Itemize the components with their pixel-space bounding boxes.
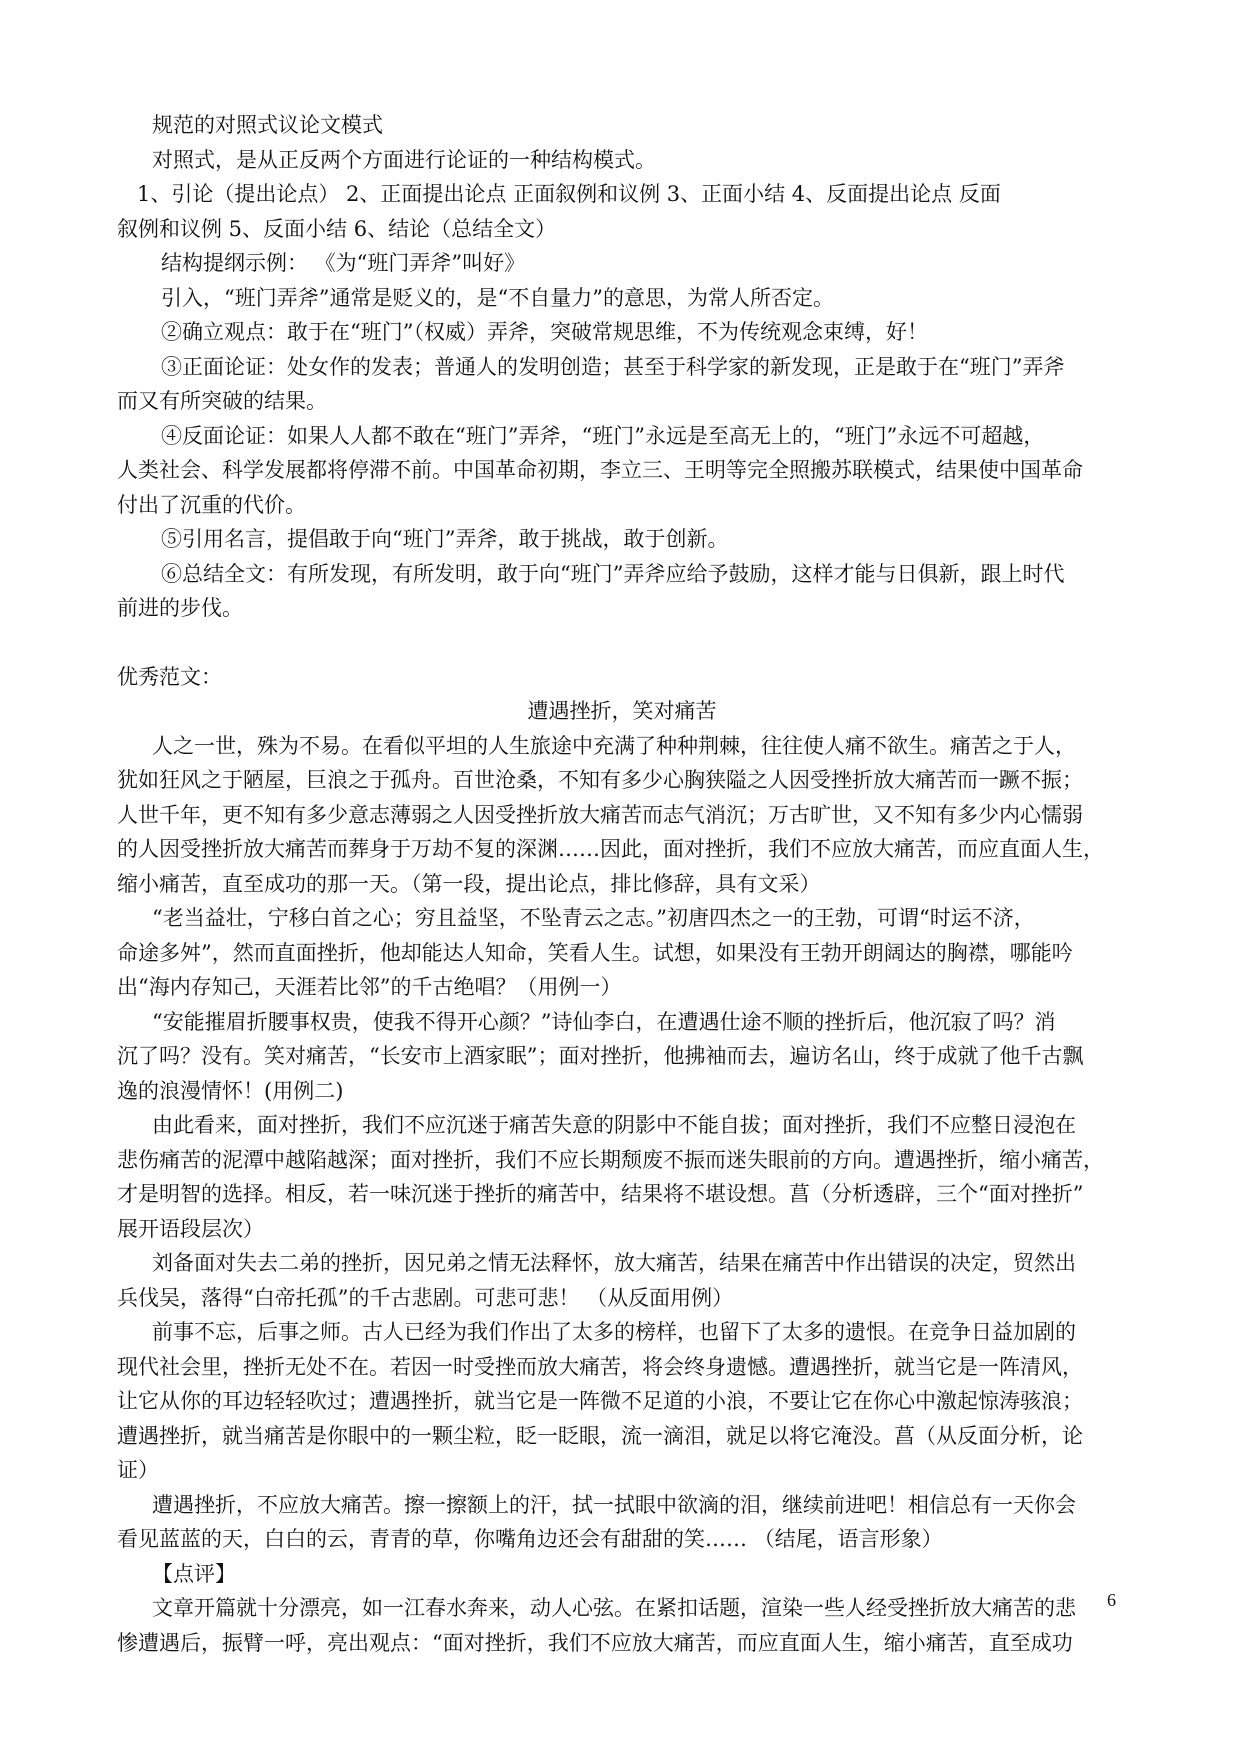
essay-line: 悲伤痛苦的泥潭中越陷越深；面对挫折，我们不应长期颓废不振而迷失眼前的方向。遭遇挫折，缩小痛苦， — [117, 1147, 1104, 1172]
essay-paragraph — [117, 1246, 1127, 1315]
essay-paragraph — [117, 1315, 1127, 1488]
essay-line: 遭遇挫折，就当痛苦是你眼中的一颗尘粒，眨一眨眼，流一滴泪，就足以将它淹没。菖（从反面分析，论 — [117, 1423, 1083, 1448]
essay-paragraph — [117, 1488, 1127, 1557]
essay-line: 犹如狂风之于陋屋，巨浪之于孤舟。百世沧桑，不知有多少心胸狭隘之人因受挫折放大痛苦而一蹶不振； — [117, 768, 1083, 792]
outline-steps-line: 叙例和议例 5、反面小结 6、结论（总结全文） — [117, 216, 557, 241]
outline-point: 前进的步伐。 — [117, 596, 243, 620]
outline-point: ④反面论证：如果人人都不敢在“班门”弄斧，“班门”永远是至高无上的，“班门”永远不可超越， — [161, 423, 1045, 448]
essay-line: 让它从你的耳边轻轻吹过；遭遇挫折，就当它是一阵微不足道的小浪，不要让它在你心中激起惊涛骇浪； — [117, 1389, 1083, 1413]
essay-label: 优秀范文： — [117, 664, 222, 689]
outline-point: ③正面论证：处女作的发表；普通人的发明创造；甚至于科学家的新发现，正是敢于在“班门”弄斧 — [161, 354, 1065, 379]
essay-paragraph — [117, 729, 1127, 902]
essay-line: 出“海内存知己，天涯若比邻”的千古绝唱？（用例一） — [117, 975, 622, 999]
essay-paragraph — [117, 1005, 1127, 1109]
essay-line: 沉了吗？没有。笑对痛苦，“长安市上酒家眠”；面对挫折，他拂袖而去，遍访名山，终于成就了他千古飘 — [117, 1044, 1084, 1068]
essay-line: 命途多舛”，然而直面挫折，他却能达人知命，笑看人生。试想，如果没有王勃开朗阔达的胸襟，哪能吟 — [117, 940, 1073, 965]
comment-paragraph — [117, 1591, 1127, 1660]
essay-line: 现代社会里，挫折无处不在。若因一时受挫而放大痛苦，将会终身遗憾。遭遇挫折，就当它是一阵清风， — [117, 1354, 1083, 1379]
essay-line: 前事不忘，后事之师。古人已经为我们作出了太多的榜样，也留下了太多的遗恨。在竞争日益加剧的 — [152, 1320, 1076, 1344]
outline-point: 付出了沉重的代价。 — [117, 492, 306, 517]
essay-line: 缩小痛苦，直至成功的那一天。（第一段，提出论点，排比修辞，具有文采） — [117, 871, 821, 896]
essay-line: 看见蓝蓝的天，白白的云，青青的草，你嘴角边还会有甜甜的笑…… （结尾，语言形象） — [117, 1527, 943, 1551]
essay-title: 遭遇挫折，笑对痛苦 — [527, 699, 717, 723]
essay-line: 逸的浪漫情怀！(用例二) — [117, 1078, 344, 1103]
essay-line: 的人因受挫折放大痛苦而葬身于万劫不复的深渊……因此，面对挫折，我们不应放大痛苦，而应直面人生， — [117, 837, 1104, 861]
essay-line: 遭遇挫折，不应放大痛苦。擦一擦额上的汗，拭一拭眼中欲滴的泪，继续前进吧！相信总有一天你会 — [152, 1492, 1076, 1517]
essay-paragraph — [117, 901, 1127, 1005]
comment-line: 惨遭遇后，振臂一呼，亮出观点：“面对挫折，我们不应放大痛苦，而应直面人生，缩小痛苦，直至成功 — [117, 1630, 1073, 1655]
essay-line: 刘备面对失去二弟的挫折，因兄弟之情无法释怀，放大痛苦，结果在痛苦中作出错误的决定，贸然出 — [152, 1251, 1076, 1275]
essay-line: 由此看来，面对挫折，我们不应沉迷于痛苦失意的阴影中不能自拔；面对挫折，我们不应整日浸泡在 — [152, 1113, 1076, 1137]
comment-label: 【点评】 — [152, 1561, 236, 1586]
outline-point: 人类社会、科学发展都将停滞不前。中国革命初期，李立三、王明等完全照搬苏联模式，结果使中国革命 — [117, 458, 1083, 482]
outline-definition: 对照式，是从正反两个方面进行论证的一种结构模式。 — [152, 147, 656, 172]
outline-point: 引入，“班门弄斧”通常是贬义的，是“不自量力”的意思，为常人所否定。 — [161, 285, 834, 310]
outline-point: ⑤引用名言，提倡敢于向“班门”弄斧，敢于挑战，敢于创新。 — [161, 527, 729, 551]
outline-point: 而又有所突破的结果。 — [117, 389, 327, 413]
outline-point: ⑥总结全文：有所发现，有所发明，敢于向“班门”弄斧应给予鼓励，这样才能与日俱新，跟上时代 — [161, 561, 1065, 586]
outline-example-heading: 结构提纲示例： 《为“班门弄斧”叫好》 — [161, 251, 526, 275]
essay-line: 证） — [117, 1458, 159, 1482]
essay-paragraph — [117, 1108, 1127, 1246]
outline-title: 规范的对照式议论文模式 — [152, 113, 383, 137]
outline-steps-line: 1、引论（提出论点） 2、正面提出论点 正面叙例和议例 3、正面小结 4、反面提出论点 反面 — [137, 182, 1001, 206]
document-page — [117, 108, 1127, 1660]
comment-line: 文章开篇就十分漂亮，如一江春水奔来，动人心弦。在紧扣话题，渲染一些人经受挫折放大痛苦的悲 — [152, 1596, 1076, 1620]
essay-line: 兵伐吴，落得“白帝托孤”的千古悲剧。可悲可悲！ （从反面用例） — [117, 1285, 734, 1310]
essay-line: “安能摧眉折腰事权贵，使我不得开心颜？”诗仙李白，在遭遇仕途不顺的挫折后，他沉寂了吗？消 — [152, 1009, 1056, 1034]
essay-line: 才是明智的选择。相反，若一味沉迷于挫折的痛苦中，结果将不堪设想。菖（分析透辟，三个“面对挫折” — [117, 1182, 1084, 1206]
essay-line: 人之一世，殊为不易。在看似平坦的人生旅途中充满了种种荆棘，往往使人痛不欲生。痛苦之于人， — [152, 733, 1076, 758]
page-number: 6 — [1107, 1590, 1116, 1610]
outline-point: ②确立观点：敢于在“班门”（权威）弄斧，突破常规思维，不为传统观念束缚，好！ — [161, 320, 928, 344]
essay-line: 展开语段层次） — [117, 1216, 264, 1241]
essay-line: 人世千年，更不知有多少意志薄弱之人因受挫折放大痛苦而志气消沉；万古旷世，又不知有多少内心懦弱 — [117, 802, 1083, 827]
essay-line: “老当益壮，宁移白首之心；穷且益坚，不坠青云之志。”初唐四杰之一的王勃，可谓“时运不济， — [152, 906, 1035, 930]
